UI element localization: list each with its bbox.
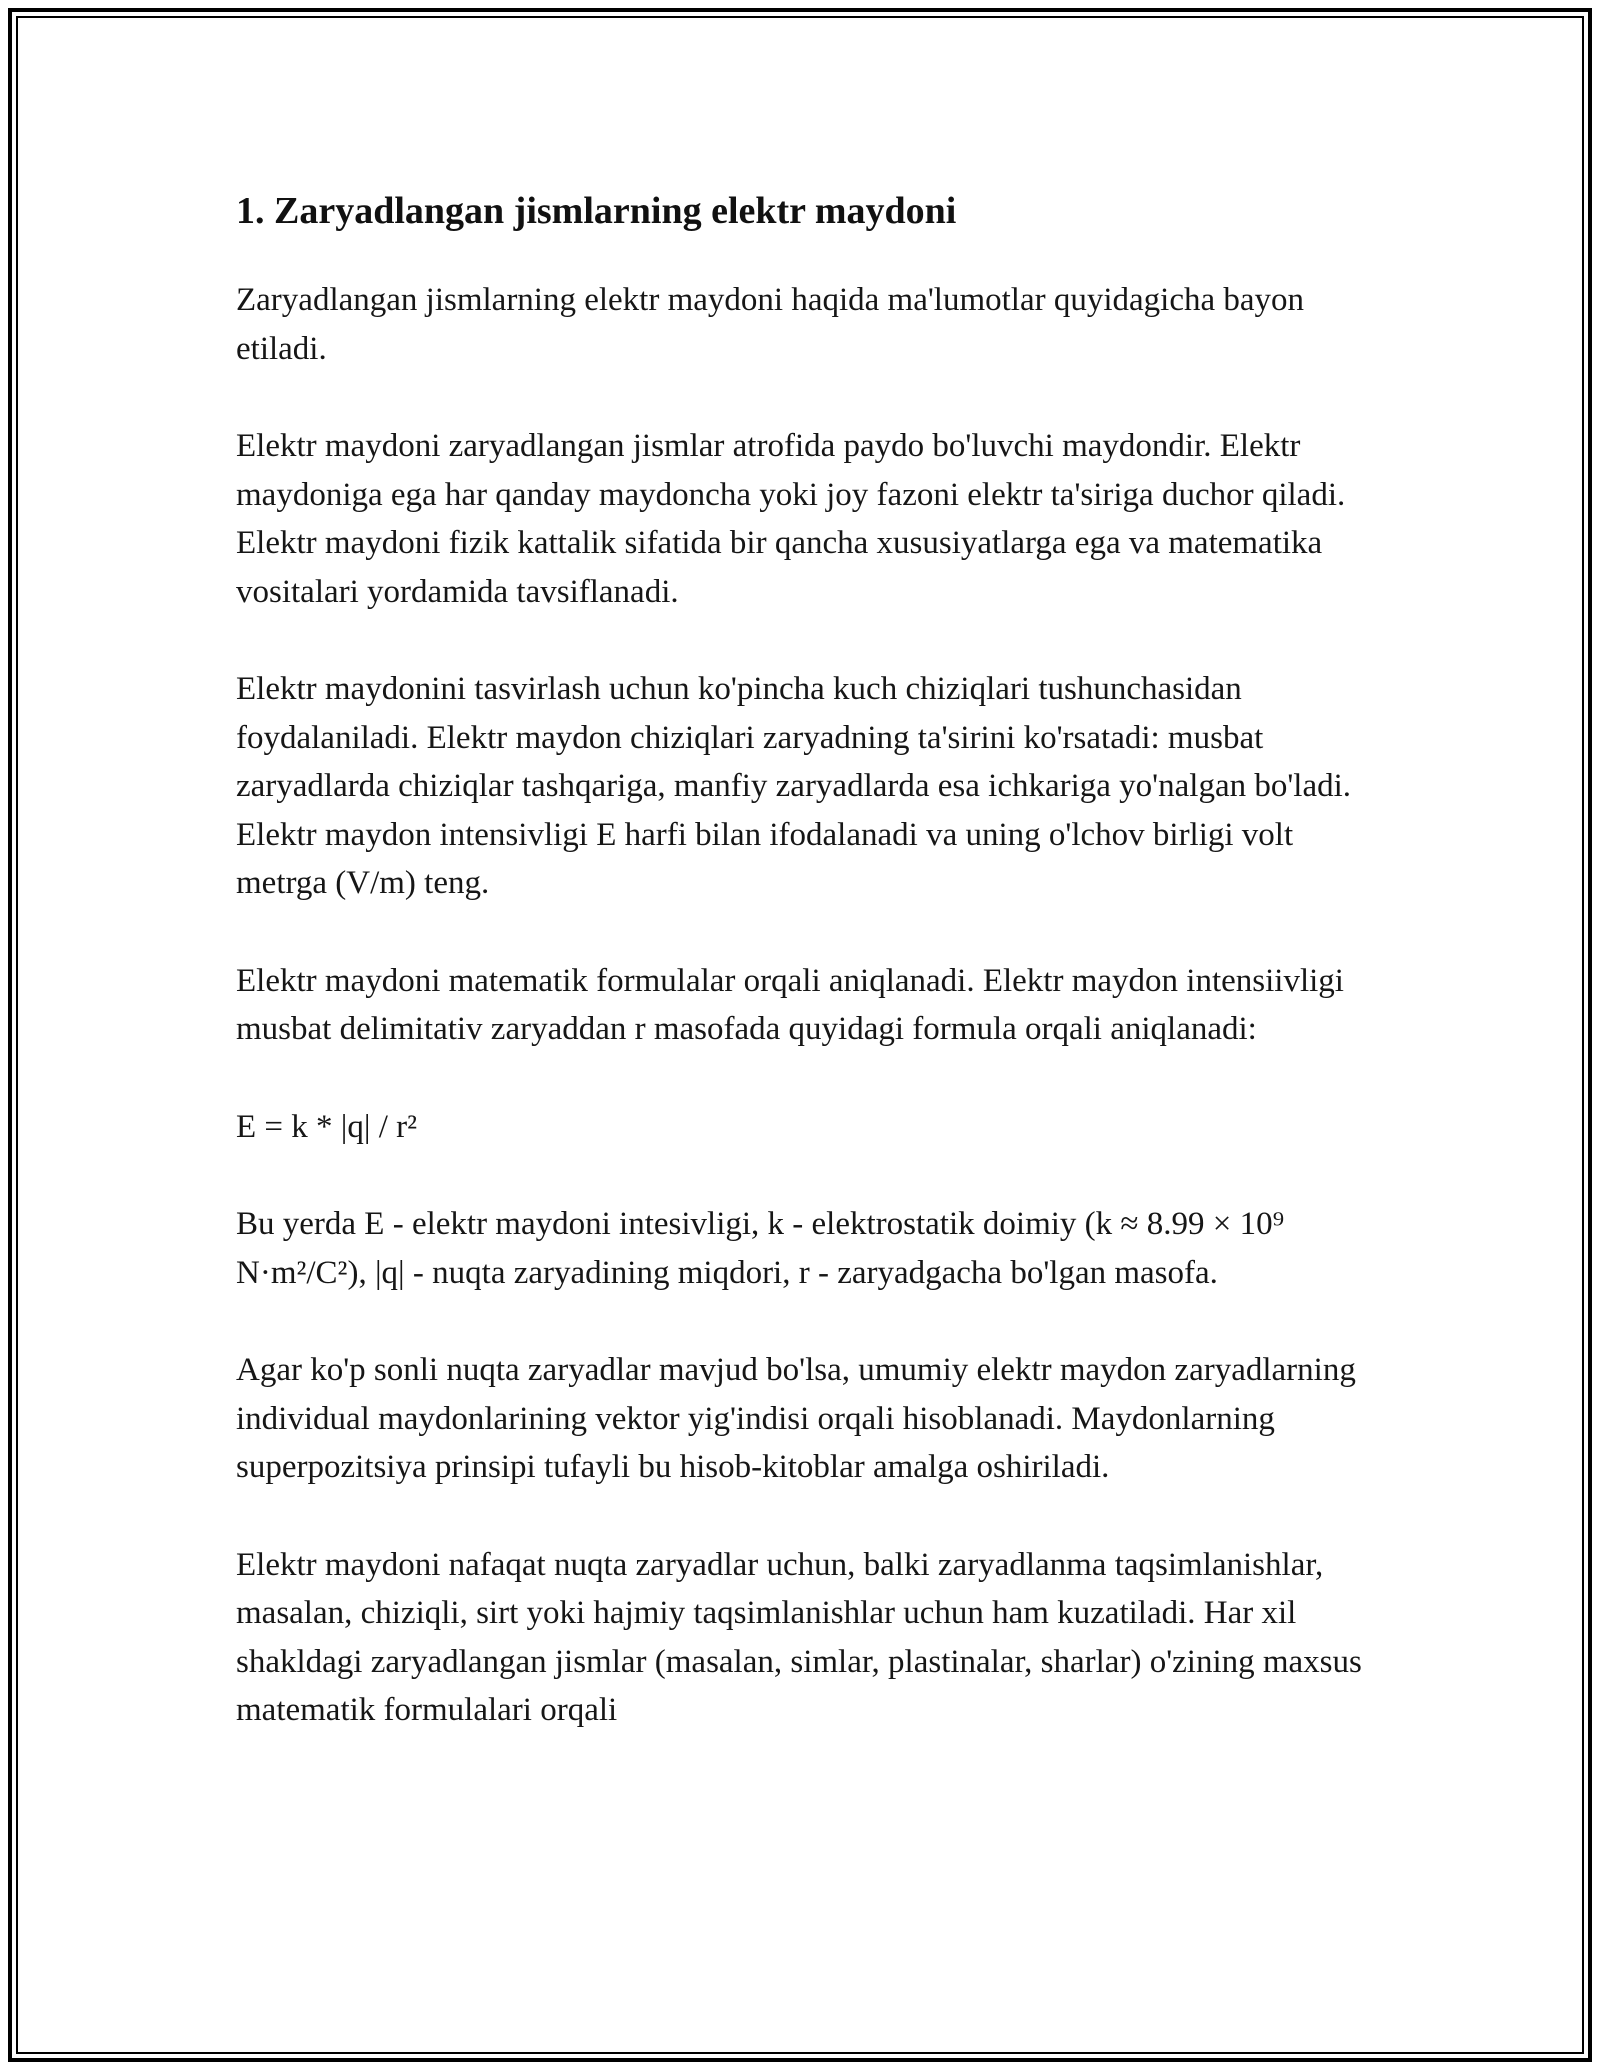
document-body [236, 186, 1376, 1784]
paragraph-superposition: Agar ko'p sonli nuqta zaryadlar mavjud bo'lsa, umumiy elektr maydon zaryadlarning individual maydonlarining vektor yig'indisi orqali hisoblanadi. Maydonlarning superpozitsiya prinsipi tufayli bu hisob-kitoblar amalga oshiriladi. [236, 1352, 1356, 1485]
paragraph-field-lines: Elektr maydonini tasvirlash uchun ko'pincha kuch chiziqlari tushunchasidan foydalaniladi. Elektr maydon chiziqlari zaryadning ta'sirini ko'rsatadi: musbat zaryadlarda chiziqlar tashqariga, manfiy zaryadlarda esa ichkariga yo'nalgan bo'ladi. Elektr maydon intensivligi E harfi bilan ifodalanadi va uning o'lchov birligi volt metrga (V/m) teng. [236, 671, 1352, 901]
paragraph-distributions: Elektr maydoni nafaqat nuqta zaryadlar uchun, balki zaryadlanma taqsimlanishlar, masalan, chiziqli, sirt yoki hajmiy taqsimlanishlar uchun ham kuzatiladi. Har xil shakldagi zaryadlangan jismlar (masalan, simlar, plastinalar, sharlar) o'zining maxsus matematik formulalari orqali [236, 1546, 1362, 1728]
formula: E = k * |q| / r² [236, 1108, 418, 1145]
paragraph-formula-explanation: Bu yerda E - elektr maydoni intesivligi, k - elektrostatik doimiy (k ≈ 8.99 × 10⁹ N·m²/C²), |q| - nuqta zaryadining miqdori, r - zaryadgacha bo'lgan masofa. [236, 1206, 1285, 1291]
paragraph-formula-intro: Elektr maydoni matematik formulalar orqali aniqlanadi. Elektr maydon intensiivligi musbat delimitativ zaryaddan r masofada quyidagi formula orqali aniqlanadi: [236, 962, 1344, 1047]
paragraph-definition: Elektr maydoni zaryadlangan jismlar atrofida paydo bo'luvchi maydondir. Elektr maydoniga ega har qanday maydoncha yoki joy fazoni elektr ta'siriga duchor qiladi. Elektr maydoni fizik kattalik sifatida bir qancha xususiyatlarga ega va matematika vositalari yordamida tavsiflanadi. [236, 428, 1346, 610]
section-heading: 1. Zaryadlangan jismlarning elektr maydoni [236, 190, 957, 232]
paragraph-intro: Zaryadlangan jismlarning elektr maydoni haqida ma'lumotlar quyidagicha bayon etiladi. [236, 282, 1305, 367]
